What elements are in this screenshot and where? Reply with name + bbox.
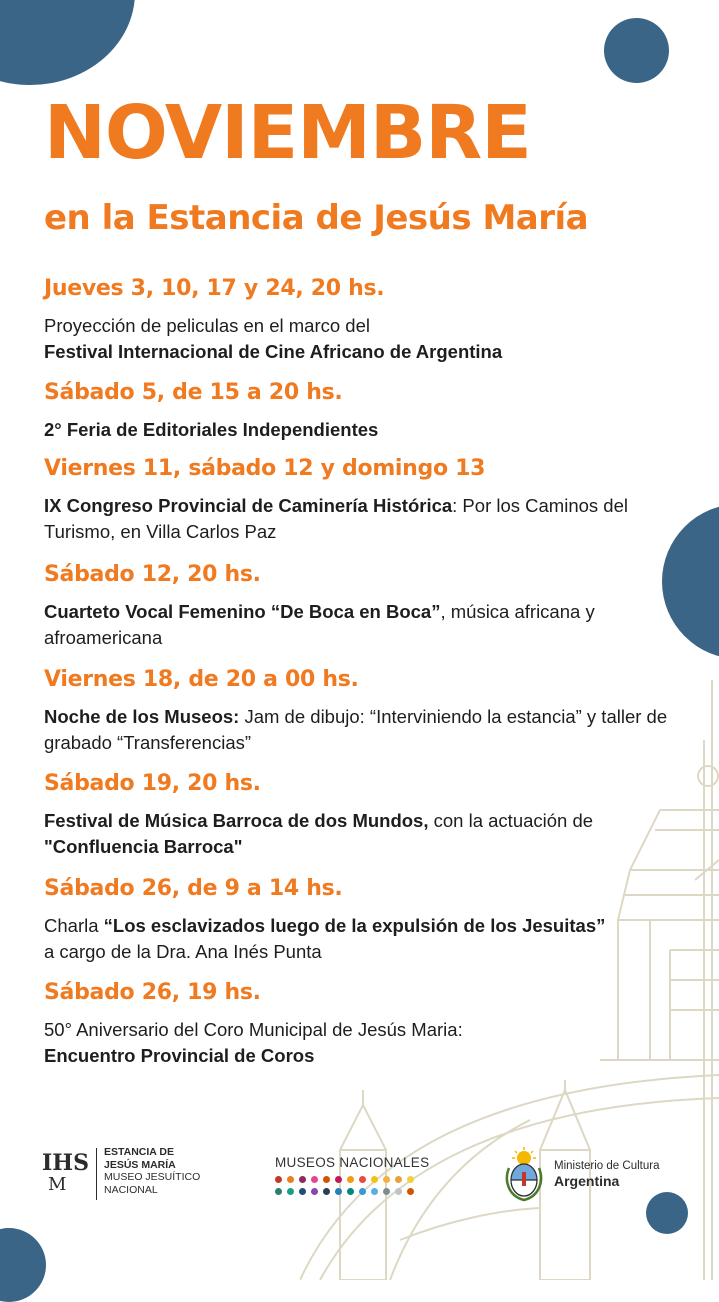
museos-dot (299, 1188, 306, 1195)
event-desc-part: Jam de dibujo: “Interviniendo la estancia” y taller de grabado “Transferencias” (44, 706, 668, 753)
museos-dot (407, 1188, 414, 1195)
event-desc-bold: “Los esclavizados luego de la expulsión de los Jesuitas” (103, 915, 606, 936)
event-desc-bold: "Confluencia Barroca" (44, 836, 243, 857)
event-description (44, 808, 684, 860)
estancia-logo-text (104, 1146, 200, 1196)
event-description (44, 417, 684, 443)
event-date: Jueves 3, 10, 17 y 24, 20 hs. (44, 276, 385, 301)
ministerio-line1: Ministerio de Cultura (554, 1160, 660, 1172)
museos-dot (323, 1176, 330, 1183)
museos-dot (287, 1176, 294, 1183)
estancia-line1: ESTANCIA DE (104, 1146, 175, 1158)
event-desc-part: 50° Aniversario del Coro Municipal de Jesús Maria: (44, 1019, 463, 1040)
event-date: Sábado 19, 20 hs. (44, 771, 261, 796)
event-description (44, 493, 684, 545)
museos-dot (311, 1176, 318, 1183)
museos-dot (383, 1188, 390, 1195)
logo-divider (96, 1148, 97, 1200)
museos-dot (287, 1188, 294, 1195)
decor-circle-top-left (0, 0, 135, 85)
event-desc-part: Charla (44, 915, 104, 936)
event-description (44, 313, 684, 365)
event-date: Sábado 5, de 15 a 20 hs. (44, 380, 343, 405)
argentina-coat-of-arms-icon (504, 1146, 544, 1204)
event-item (44, 562, 684, 651)
page-title: NOVIEMBRE (44, 90, 531, 176)
event-item (44, 876, 684, 965)
decor-circle-top-right (604, 18, 669, 83)
museos-dot (335, 1188, 342, 1195)
dot-row (275, 1176, 440, 1183)
estancia-line2: JESÚS MARÍA (104, 1158, 176, 1171)
decor-circle-bottom-left (0, 1228, 46, 1302)
event-date: Sábado 26, de 9 a 14 hs. (44, 876, 343, 901)
event-item (44, 771, 684, 860)
museos-dot (323, 1188, 330, 1195)
museos-dot (335, 1176, 342, 1183)
event-description (44, 704, 684, 756)
estancia-line4: NACIONAL (104, 1183, 158, 1196)
museos-dot (395, 1176, 402, 1183)
page-subtitle: en la Estancia de Jesús María (44, 198, 589, 238)
event-date: Sábado 12, 20 hs. (44, 562, 261, 587)
museos-title: MUSEOS NACIONALES (275, 1155, 430, 1170)
dot-row (275, 1188, 440, 1195)
museos-dot (275, 1176, 282, 1183)
museos-dot (311, 1188, 318, 1195)
museos-dot (359, 1188, 366, 1195)
event-date: Viernes 11, sábado 12 y domingo 13 (44, 456, 486, 481)
museos-dot (299, 1176, 306, 1183)
event-desc-bold: Encuentro Provincial de Coros (44, 1045, 315, 1066)
event-desc-part: : Por los Caminos del Turismo, en Villa Carlos Paz (44, 495, 628, 542)
event-desc-part: con la actuación de (428, 810, 594, 831)
ministerio-cultura-logo (504, 1146, 679, 1206)
museos-nacionales-logo (275, 1155, 440, 1205)
event-desc-bold: Festival de Música Barroca de dos Mundos, (44, 810, 429, 831)
event-desc-part: , música africana y afroamericana (44, 601, 595, 648)
museos-dot (347, 1176, 354, 1183)
museos-dot (371, 1176, 378, 1183)
museos-dot (395, 1188, 402, 1195)
event-date: Sábado 26, 19 hs. (44, 980, 261, 1005)
museos-dot (407, 1176, 414, 1183)
event-description (44, 599, 684, 651)
event-date: Viernes 18, de 20 a 00 hs. (44, 667, 359, 692)
event-description (44, 913, 684, 965)
event-item (44, 380, 684, 443)
museos-dot (275, 1188, 282, 1195)
event-desc-bold: IX Congreso Provincial de Caminería Histórica (44, 495, 453, 516)
ihs-monogram: IHS (42, 1150, 89, 1176)
event-desc-bold: Festival Internacional de Cine Africano de Argentina (44, 341, 503, 362)
ministerio-text (554, 1160, 659, 1189)
museos-dot (359, 1176, 366, 1183)
estancia-line3: MUSEO JESUÍTICO (104, 1171, 201, 1183)
event-item (44, 276, 684, 365)
museos-dots (275, 1176, 440, 1195)
event-desc-bold: Noche de los Museos: (44, 706, 240, 727)
museos-dot (371, 1188, 378, 1195)
event-item (44, 667, 684, 756)
event-item (44, 980, 684, 1069)
event-desc-bold: 2° Feria de Editoriales Independientes (44, 419, 379, 440)
event-desc-bold: Cuarteto Vocal Femenino “De Boca en Boca” (44, 601, 441, 622)
estancia-jesus-maria-logo (42, 1146, 217, 1206)
monogram-sub: M (48, 1174, 67, 1195)
museos-dot (347, 1188, 354, 1195)
ministerio-line2: Argentina (554, 1173, 620, 1189)
museos-dot (383, 1176, 390, 1183)
event-description (44, 1017, 684, 1069)
event-item (44, 456, 684, 545)
event-desc-part: a cargo de la Dra. Ana Inés Punta (44, 941, 322, 962)
event-desc-part: Proyección de peliculas en el marco del (44, 315, 370, 336)
